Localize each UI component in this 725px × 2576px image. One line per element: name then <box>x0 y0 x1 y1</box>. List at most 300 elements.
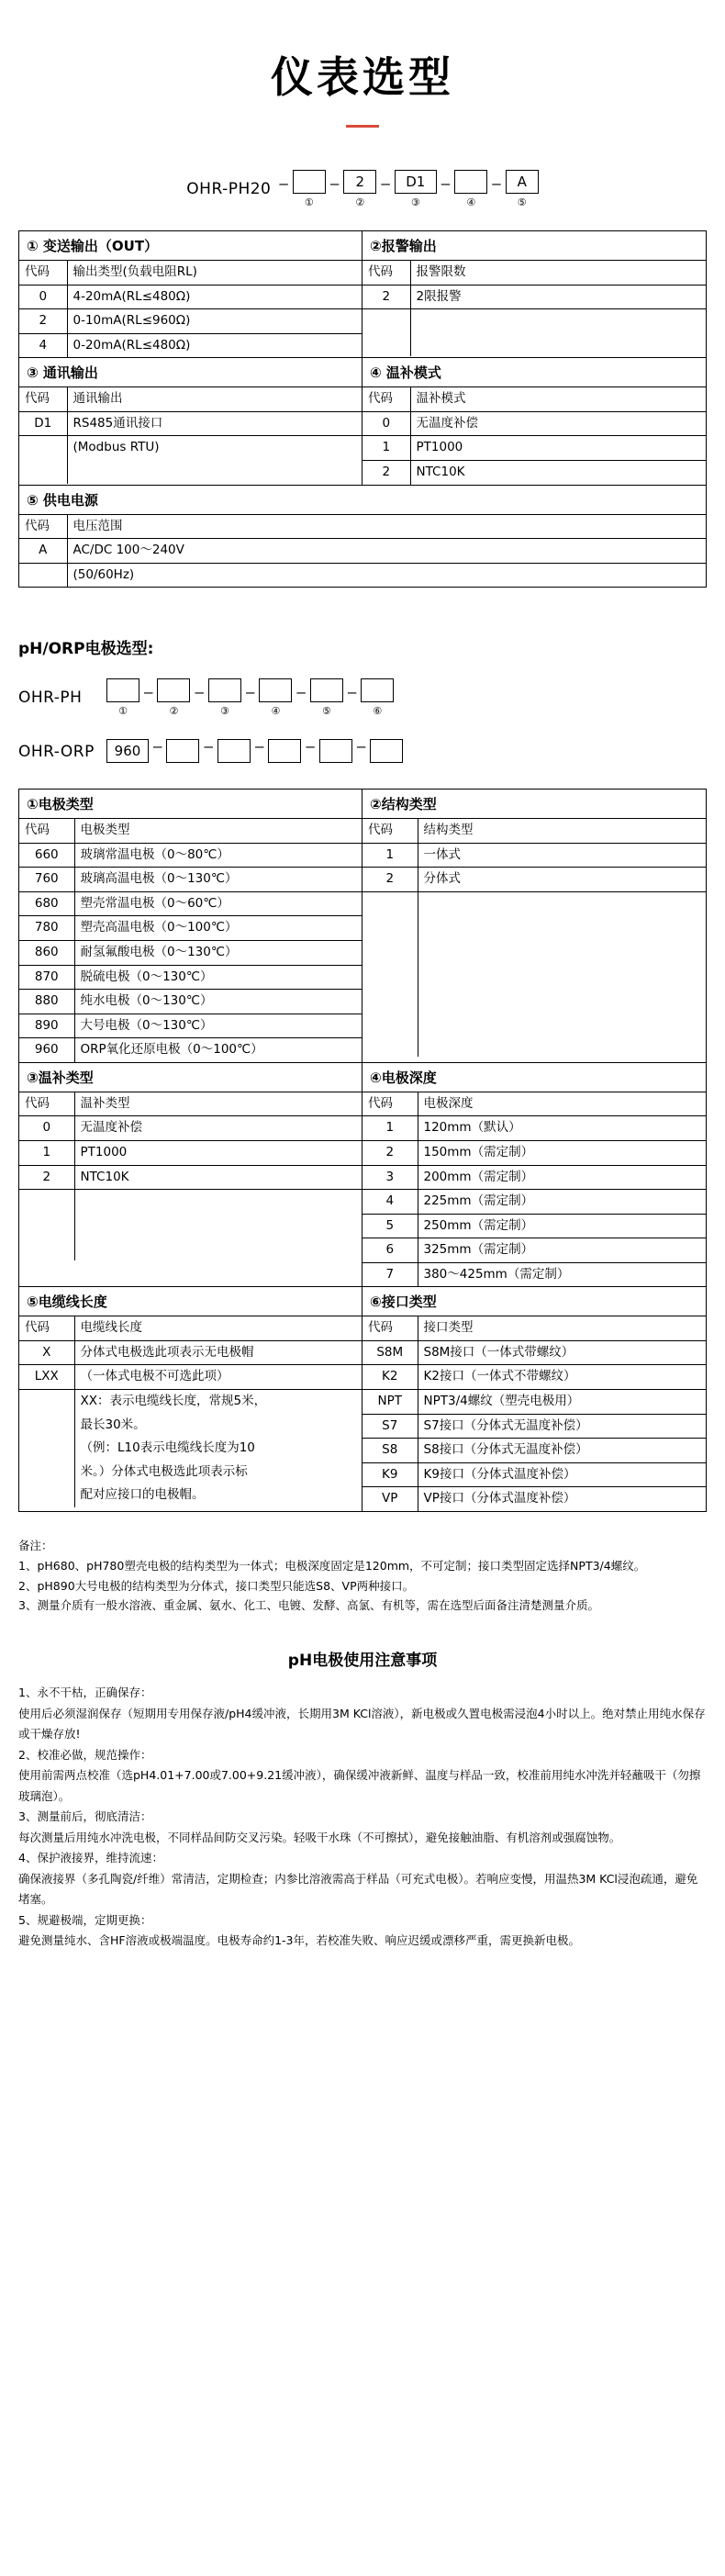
cell-value: 配对应接口的电极帽。 <box>80 1487 205 1503</box>
spec-section-temp <box>362 358 706 484</box>
cell-code: S8M <box>362 1340 418 1365</box>
ph-slot-2-num: ② <box>169 705 179 718</box>
cell-value: PT1000 <box>410 436 706 461</box>
table-header-row <box>362 1316 706 1340</box>
cell-code: 3 <box>362 1165 418 1190</box>
cell-code: 870 <box>19 965 74 990</box>
cell-value: 200mm（需定制） <box>418 1165 706 1190</box>
care-section <box>18 1683 707 1952</box>
orp-slot-2[interactable] <box>166 739 199 766</box>
cell-code <box>19 460 67 484</box>
cell-code: 0 <box>19 1116 74 1141</box>
table-header-row <box>19 261 362 285</box>
dash: – <box>306 737 315 756</box>
ph-slot-4-box[interactable] <box>259 678 292 702</box>
electrode-section-depth-heading: ④电极深度 <box>362 1063 706 1092</box>
ph-slot-5-box[interactable] <box>310 678 343 702</box>
model-slot-2-box[interactable]: 2 <box>343 170 376 194</box>
cell-code: 660 <box>19 843 74 868</box>
orp-slot-5-box[interactable] <box>319 739 352 763</box>
dash: – <box>296 683 306 701</box>
cell-code: 7 <box>362 1262 418 1286</box>
care-item: 使用前需两点校准（选pH4.01+7.00或7.00+9.21缓冲液），确保缓冲液新鲜、温度与样品一致，校准前用纯水冲洗并轻蘸吸干（勿擦玻璃泡）。 <box>18 1768 701 1803</box>
cell-value: ORP氧化还原电极（0～100℃） <box>80 1042 263 1058</box>
table-row <box>362 436 706 461</box>
model-slot-4-box[interactable] <box>454 170 487 194</box>
table-row <box>19 285 362 309</box>
table-row <box>19 1214 362 1238</box>
cell-code <box>19 1414 74 1438</box>
spec-section-alarm-table <box>362 261 706 356</box>
orp-slot-4-box[interactable] <box>268 739 301 763</box>
dash: – <box>347 683 357 701</box>
table-row <box>19 1190 362 1214</box>
table-row <box>362 1340 706 1365</box>
table-row <box>362 1390 706 1415</box>
table-header-row <box>19 819 362 843</box>
spec-section-power-heading: ⑤ 供电电源 <box>19 486 706 515</box>
spec-section-comm-heading: ③ 通讯输出 <box>19 358 362 387</box>
note-item: 3、测量介质有一般水溶液、重金属、氨水、化工、电镀、发酵、高氯、有机等，需在选型后面备注清楚测量介质。 <box>18 1598 599 1613</box>
col-type: 电缆线长度 <box>74 1316 362 1340</box>
table-row <box>362 1487 706 1511</box>
electrode-section-tempcomp <box>19 1063 362 1287</box>
care-item: 4、保护液接界，维持流速： <box>18 1851 163 1865</box>
electrode-row-3 <box>19 1286 706 1511</box>
spec-section-comm-table <box>19 387 362 483</box>
electrode-section-connector-table <box>362 1316 706 1511</box>
cell-code <box>362 891 418 915</box>
table-header-row <box>362 387 706 411</box>
model-slot-1-box[interactable] <box>293 170 326 194</box>
table-row <box>362 915 706 939</box>
cell-value <box>74 1214 362 1238</box>
cell-value <box>74 1237 362 1260</box>
table-row <box>19 916 362 941</box>
model-slot-1-num: ① <box>304 196 314 208</box>
col-code: 代码 <box>362 387 410 411</box>
cell-code: K2 <box>362 1365 418 1390</box>
table-row <box>362 986 706 1010</box>
model-slot-3[interactable] <box>395 170 437 208</box>
spec-section-comm <box>19 358 362 484</box>
spec-table <box>18 230 707 588</box>
model-slot-2-num: ② <box>355 196 365 208</box>
cell-value <box>67 460 362 484</box>
cell-value <box>74 1190 362 1214</box>
col-type: 温补类型 <box>74 1092 362 1116</box>
cell-value: 纯水电极（0～130℃） <box>74 990 362 1014</box>
table-row <box>362 1439 706 1463</box>
cell-value: 塑壳高温电极（0～100℃） <box>74 916 362 941</box>
cell-code <box>19 1461 74 1484</box>
table-row <box>362 868 706 892</box>
cell-value: VP接口（分体式温度补偿） <box>423 1491 576 1506</box>
model-slot-5-box[interactable]: A <box>506 170 539 194</box>
table-row <box>19 1390 362 1414</box>
table-header-row <box>19 515 706 539</box>
table-row <box>362 411 706 436</box>
cell-value <box>418 1033 706 1057</box>
cell-value <box>418 915 706 939</box>
cell-value: K9接口（分体式温度补偿） <box>418 1462 706 1487</box>
cell-code: 4 <box>19 333 67 357</box>
cell-value: 耐氢氟酸电极（0～130℃） <box>74 941 362 966</box>
cell-value <box>410 333 706 357</box>
table-row <box>19 411 362 436</box>
model-slot-4[interactable] <box>454 170 487 208</box>
table-row <box>362 1190 706 1215</box>
table-row <box>362 1010 706 1034</box>
table-row <box>19 1461 362 1484</box>
ph-slot-3-box[interactable] <box>208 678 241 702</box>
note-item: 2、pH890大号电极的结构类型为分体式，接口类型只能选S8、VP两种接口。 <box>18 1578 415 1593</box>
ph-slot-5-num: ⑤ <box>321 705 331 718</box>
cell-value: (Modbus RTU) <box>72 440 160 455</box>
cell-code <box>19 1214 74 1238</box>
cell-code: 880 <box>19 990 74 1014</box>
spec-section-alarm <box>362 231 706 357</box>
table-row <box>19 1237 362 1260</box>
spec-section-temp-heading: ④ 温补模式 <box>362 358 706 387</box>
cell-value: 玻璃高温电极（0～130℃） <box>74 868 362 892</box>
table-row <box>362 843 706 868</box>
ph-slot-6[interactable] <box>361 678 394 717</box>
care-item: 每次测量后用纯水冲洗电极，不同样品间防交叉污染。轻吸干水珠（不可擦拭），避免接触油脂、有机溶剂或强腐蚀物。 <box>18 1830 621 1844</box>
orp-slot-1[interactable] <box>106 739 149 766</box>
table-row <box>362 1033 706 1057</box>
cell-code: 2 <box>362 1140 418 1165</box>
cell-value: (50/60Hz) <box>72 566 135 582</box>
model-slot-1[interactable] <box>293 170 326 208</box>
cell-code: 1 <box>19 1140 74 1165</box>
table-row <box>19 563 706 587</box>
care-title: pH电极使用注意事项 <box>287 1652 438 1671</box>
table-header-row <box>19 1316 362 1340</box>
spec-section-temp-table <box>362 387 706 484</box>
note-item: 1、pH680、pH780塑壳电极的结构类型为一体式；电极深度固定是120mm，不可定制；接口类型固定选择NPT3/4螺纹。 <box>18 1558 646 1573</box>
care-item: 2、校准必做，规范操作： <box>18 1747 152 1762</box>
electrode-section-depth <box>362 1063 706 1287</box>
dash: – <box>279 174 288 192</box>
col-type: 电极深度 <box>418 1092 706 1116</box>
cell-code: 0 <box>362 411 410 436</box>
electrode-section-connector <box>362 1287 706 1511</box>
table-row <box>19 1116 362 1141</box>
cell-value: 玻璃常温电极（0～80℃） <box>74 843 362 868</box>
ph-slot-1-box[interactable] <box>106 678 139 702</box>
cell-value: XX：表示电缆线长度，常规5米， <box>80 1394 267 1408</box>
electrode-section-cable <box>19 1287 362 1511</box>
table-header-row <box>19 387 362 411</box>
cell-value: 一体式 <box>418 843 706 868</box>
cell-value: 120mm（默认） <box>418 1116 706 1141</box>
spec-section-alarm-heading: ②报警输出 <box>362 231 706 261</box>
cell-code <box>19 1437 74 1461</box>
table-row <box>362 1165 706 1190</box>
cell-code: S8 <box>362 1439 418 1463</box>
cell-code <box>19 563 67 587</box>
cell-code <box>19 1190 74 1214</box>
cell-code: K9 <box>362 1462 418 1487</box>
orp-code-row <box>18 737 725 767</box>
table-row <box>19 1014 362 1038</box>
cell-value: NTC10K <box>416 464 465 479</box>
table-row <box>362 1116 706 1141</box>
cell-code: 780 <box>19 916 74 941</box>
electrode-section-connector-heading: ⑥接口类型 <box>362 1287 706 1316</box>
table-row <box>19 868 362 892</box>
cell-code <box>19 1237 74 1260</box>
cell-code: NPT <box>362 1390 418 1415</box>
cell-value: 无温度补偿 <box>74 1116 362 1141</box>
table-row <box>19 1165 362 1190</box>
cell-value: 325mm（需定制） <box>418 1238 706 1263</box>
cell-code <box>362 939 418 963</box>
table-row <box>362 939 706 963</box>
ph-slot-6-num: ⑥ <box>373 705 383 718</box>
model-slot-2[interactable] <box>343 170 376 208</box>
electrode-section-cable-heading: ⑤电缆线长度 <box>19 1287 362 1316</box>
ph-slot-3-num: ③ <box>220 705 229 718</box>
notes-label: 备注： <box>18 1538 53 1552</box>
cell-value: 分体式 <box>418 868 706 892</box>
table-row <box>362 1365 706 1390</box>
orp-slot-5[interactable] <box>319 739 352 766</box>
dash: – <box>381 174 390 192</box>
dash: – <box>204 737 213 756</box>
electrode-section-structure-heading: ②结构类型 <box>362 790 706 819</box>
dash: – <box>441 174 451 192</box>
electrode-section-type <box>19 790 362 1062</box>
model-slot-3-num: ③ <box>410 196 420 208</box>
table-row <box>362 1140 706 1165</box>
table-row <box>19 965 362 990</box>
cell-value: NPT3/4螺纹（塑壳电极用） <box>418 1390 706 1415</box>
cell-value: （一体式电极不可选此项） <box>74 1365 362 1390</box>
cell-code <box>362 309 410 333</box>
ph-slot-6-box[interactable] <box>361 678 394 702</box>
col-code: 代码 <box>362 1316 418 1340</box>
cell-code: 760 <box>19 868 74 892</box>
cell-value: PT1000 <box>74 1140 362 1165</box>
orp-slot-6-box[interactable] <box>370 739 403 763</box>
cell-value: RS485通讯接口 <box>67 411 362 436</box>
cell-code <box>19 436 67 460</box>
electrode-section-tempcomp-heading: ③温补类型 <box>19 1063 362 1092</box>
table-header-row <box>362 1092 706 1116</box>
table-row <box>19 941 362 966</box>
cell-code: D1 <box>19 411 67 436</box>
table-row <box>19 1437 362 1461</box>
col-type: 电压范围 <box>67 515 706 539</box>
cell-value <box>410 309 706 333</box>
ph-slot-1[interactable] <box>106 678 139 717</box>
ph-slot-4[interactable] <box>259 678 292 717</box>
cell-value: AC/DC 100～240V <box>67 539 706 564</box>
spec-row-2 <box>19 357 706 484</box>
cell-value: 无温度补偿 <box>410 411 706 436</box>
electrode-section-type-table <box>19 819 362 1062</box>
spec-section-power <box>19 486 706 588</box>
col-code: 代码 <box>19 819 74 843</box>
dash: – <box>195 683 204 701</box>
cell-code <box>362 986 418 1010</box>
table-row <box>362 891 706 915</box>
table-row <box>19 843 362 868</box>
orp-slot-4[interactable] <box>268 739 301 766</box>
cell-value: 脱硫电极（0～130℃） <box>74 965 362 990</box>
cell-code: S7 <box>362 1414 418 1439</box>
col-code: 代码 <box>362 1092 418 1116</box>
spec-row-1 <box>19 231 706 357</box>
care-item: 使用后必须湿润保存（短期用专用保存液/pH4缓冲液，长期用3M KCl溶液），新电极或久置电极需浸泡4小时以上。绝对禁止用纯水保存或干燥存放! <box>18 1706 706 1742</box>
table-row <box>362 285 706 309</box>
dash: – <box>245 683 255 701</box>
cell-value <box>418 891 706 915</box>
col-type: 电极类型 <box>74 819 362 843</box>
ph-slot-2-box[interactable] <box>157 678 190 702</box>
cell-code: A <box>19 539 67 564</box>
dash: – <box>144 683 153 701</box>
care-item: 1、永不干枯，正确保存： <box>18 1686 152 1700</box>
cell-code: 960 <box>19 1038 74 1062</box>
col-code: 代码 <box>19 261 67 285</box>
cell-value: NTC10K <box>74 1165 362 1190</box>
cell-code: 4 <box>362 1190 418 1215</box>
cell-value: 225mm（需定制） <box>418 1190 706 1215</box>
model-slot-3-box[interactable]: D1 <box>395 170 437 194</box>
orp-slot-6[interactable] <box>370 739 403 766</box>
cell-value: 米。）分体式电极选此项表示标 <box>80 1463 248 1479</box>
dash: – <box>492 174 501 192</box>
cell-value: S7接口（分体式无温度补偿） <box>418 1414 706 1439</box>
spec-section-out-heading: ① 变送输出（OUT） <box>19 231 362 261</box>
cell-code <box>362 915 418 939</box>
table-row <box>19 990 362 1014</box>
cell-code: 860 <box>19 941 74 966</box>
orp-slot-2-box[interactable] <box>166 739 199 763</box>
electrode-section-tempcomp-table <box>19 1092 362 1260</box>
cell-value: S8M接口（一体式带螺纹） <box>418 1340 706 1365</box>
table-row <box>362 1214 706 1238</box>
table-header-row <box>362 819 706 843</box>
table-row <box>19 1414 362 1438</box>
electrode-section-cable-table <box>19 1316 362 1507</box>
cell-code: 0 <box>19 285 67 309</box>
model-slot-5-num: ⑤ <box>517 196 527 208</box>
col-code: 代码 <box>19 1316 74 1340</box>
cell-value <box>418 939 706 963</box>
col-type: 温补模式 <box>410 387 706 411</box>
table-row <box>19 1484 362 1507</box>
care-item: 避免测量纯水、含HF溶液或极端温度。电极寿命约1-3年，若校准失败、响应迟缓或漂移严重，需更换新电极。 <box>18 1933 581 1948</box>
cell-code <box>362 1033 418 1057</box>
cell-value: 2限报警 <box>410 285 706 309</box>
care-item: 确保液接界（多孔陶瓷/纤维）常清洁，定期检查；内参比溶液需高于样品（可充式电极）。若响应变慢，用温热3M KCl浸泡疏通，避免堵塞。 <box>18 1871 698 1907</box>
cell-code: X <box>19 1340 74 1365</box>
cell-code: 2 <box>362 868 418 892</box>
table-row <box>19 891 362 916</box>
cell-code: 2 <box>19 1165 74 1190</box>
cell-code <box>362 963 418 987</box>
cell-code: 890 <box>19 1014 74 1038</box>
cell-value: 150mm（需定制） <box>418 1140 706 1165</box>
model-slot-5[interactable] <box>506 170 539 208</box>
cell-value: 大号电极（0～130℃） <box>74 1014 362 1038</box>
title-divider <box>346 125 379 128</box>
ph-slot-1-num: ① <box>118 705 128 718</box>
table-row <box>19 1140 362 1165</box>
model-slot-4-num: ④ <box>466 196 476 208</box>
cell-code: 1 <box>362 1116 418 1141</box>
col-code: 代码 <box>19 387 67 411</box>
table-header-row <box>362 261 706 285</box>
electrode-section-type-heading: ①电极类型 <box>19 790 362 819</box>
cell-code <box>362 333 410 357</box>
dash: – <box>254 737 264 756</box>
electrode-section-structure <box>362 790 706 1062</box>
table-row <box>362 1238 706 1263</box>
table-row <box>362 309 706 333</box>
table-row <box>19 436 362 460</box>
orp-slot-3[interactable] <box>218 739 251 766</box>
electrode-row-2 <box>19 1062 706 1287</box>
ph-slot-3[interactable] <box>208 678 241 717</box>
ph-slot-5[interactable] <box>310 678 343 717</box>
table-row <box>19 460 362 484</box>
dash: – <box>356 737 366 756</box>
orp-slot-1-box[interactable]: 960 <box>106 739 149 763</box>
page-title: 仪表选型 <box>271 52 454 102</box>
cell-code: 2 <box>19 309 67 334</box>
cell-code: 1 <box>362 843 418 868</box>
col-type: 输出类型(负载电阻RL) <box>67 261 362 285</box>
table-row <box>362 1262 706 1286</box>
cell-value: 分体式电极选此项表示无电极帽 <box>74 1340 362 1365</box>
electrode-row-1 <box>19 790 706 1062</box>
cell-value: 塑壳常温电极（0～60℃） <box>74 891 362 916</box>
cell-code <box>19 1484 74 1507</box>
orp-slot-3-box[interactable] <box>218 739 251 763</box>
cell-value: 0-20mA(RL≤480Ω) <box>72 337 191 353</box>
table-row <box>19 1038 362 1062</box>
ph-slot-4-num: ④ <box>271 705 281 718</box>
care-item: 5、规避极端，定期更换： <box>18 1912 152 1927</box>
col-type: 接口类型 <box>418 1316 706 1340</box>
cell-code: 2 <box>362 460 410 484</box>
col-code: 代码 <box>19 1092 74 1116</box>
cell-value: S8接口（分体式无温度补偿） <box>418 1439 706 1463</box>
cell-value <box>418 963 706 987</box>
table-header-row <box>19 1092 362 1116</box>
cell-value: 250mm（需定制） <box>418 1214 706 1238</box>
cell-code: 5 <box>362 1214 418 1238</box>
electrode-table <box>18 789 707 1512</box>
col-type: 报警限数 <box>410 261 706 285</box>
electrode-section-title: pH/ORP电极选型: <box>18 640 154 659</box>
col-code: 代码 <box>362 261 410 285</box>
spec-row-3 <box>19 485 706 588</box>
table-row <box>362 1414 706 1439</box>
col-code: 代码 <box>19 515 67 539</box>
ph-slot-2[interactable] <box>157 678 190 717</box>
model-code-row <box>0 170 725 208</box>
ph-prefix: OHR-PH <box>18 689 83 708</box>
table-row <box>19 309 362 334</box>
care-item: 3、测量前后，彻底清洁： <box>18 1809 152 1824</box>
col-type: 结构类型 <box>418 819 706 843</box>
